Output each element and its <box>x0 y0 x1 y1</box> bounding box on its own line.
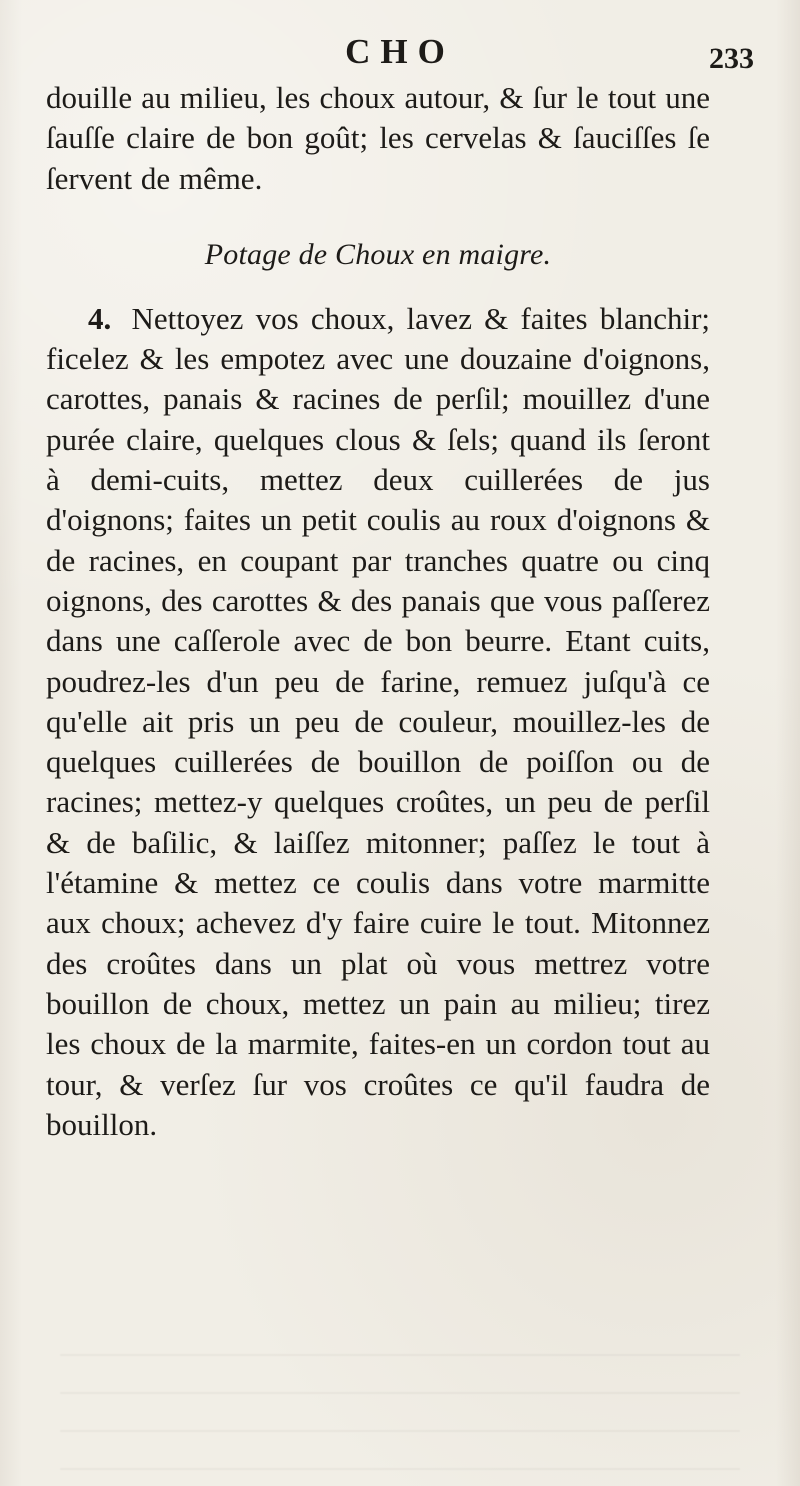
page-content <box>46 78 710 1145</box>
running-head: CHO <box>345 32 455 71</box>
recipe-title: Potage de Choux en maigre. <box>204 237 552 271</box>
page-header <box>46 28 754 80</box>
recipe-number: 4. <box>88 300 112 336</box>
show-through-texture <box>60 1330 740 1470</box>
recipe-paragraph <box>46 299 710 1145</box>
recipe-text: Nettoyez vos choux, lavez & faites blanchir; ficelez & les empotez avec une douzaine d'oignons, carottes, panais & racines de perſil; mouillez d'une purée claire, quelques clous & ſels; quand ils ſeront à demi-cuits, mettez deux cuillerées de jus d'oignons; faites un petit coulis au roux d'oignons & de racines, en coupant par tranches quatre ou cinq oignons, des carottes & des panais que vous paſſerez dans une caſſerole avec de bon beurre. Etant cuits, poudrez-les d'un peu de farine, remuez juſqu'à ce qu'elle ait pris un peu de couleur, mouillez-les de quelques cuillerées de bouillon de poiſſon ou de racines; mettez-y quelques croûtes, un peu de perſil & de baſilic, & laiſſez mitonner; paſſez le tout à l'étamine & mettez ce coulis dans votre marmitte aux choux; achevez d'y faire cuire le tout. Mitonnez des croûtes dans un plat où vous mettrez votre bouillon de choux, mettez un pain au milieu; tirez les choux de la marmite, faites-en un cordon tout au tour, & verſez ſur vos croûtes ce qu'il faudra de bouillon. <box>46 300 711 1142</box>
continued-paragraph: douille au milieu, les choux autour, & ſur le tout une ſauſſe claire de bon goût; les cervelas & ſauciſſes ſe ſervent de même. <box>46 80 710 196</box>
page-number: 233 <box>709 42 754 75</box>
